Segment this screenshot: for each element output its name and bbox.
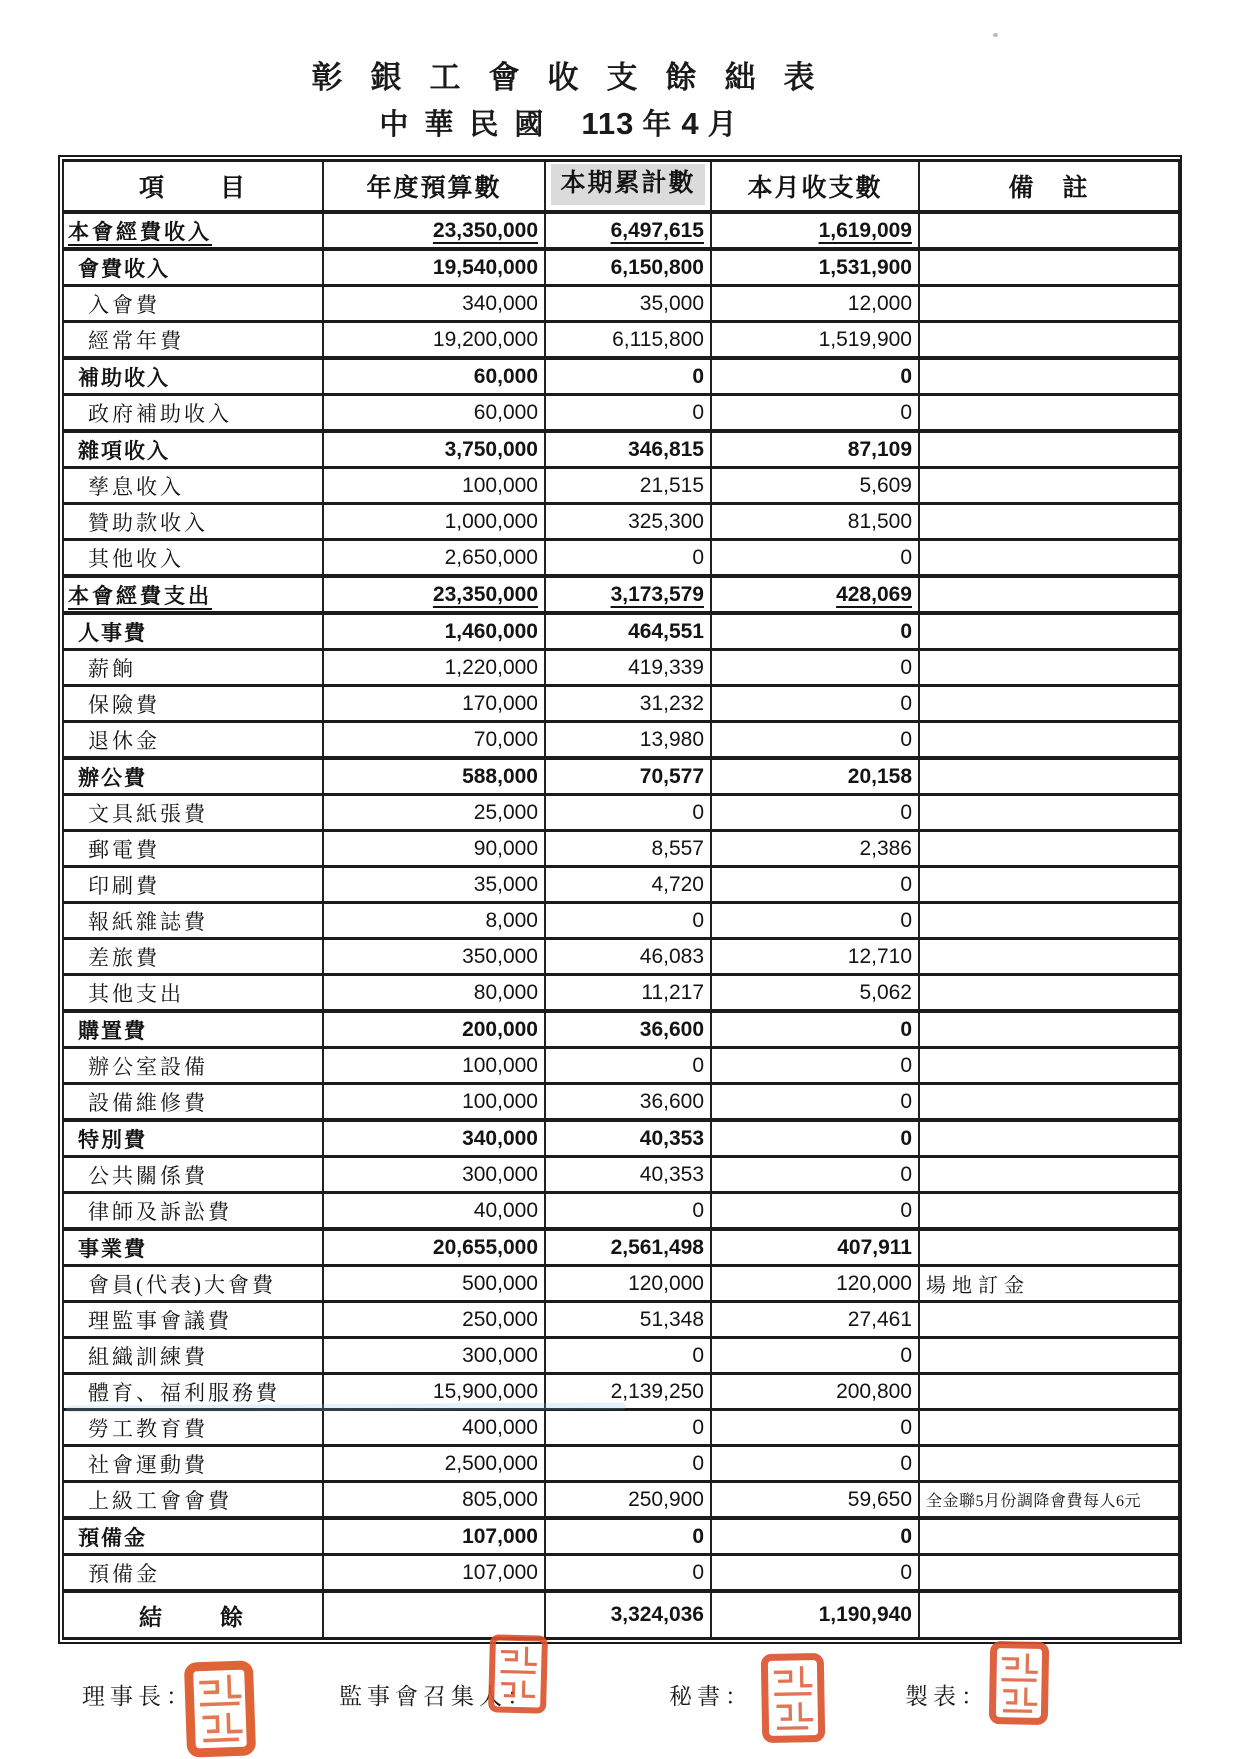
row-label: 理監事會議費 xyxy=(63,1302,323,1338)
preparer-seal-stamp xyxy=(987,1639,1050,1726)
remark-cell xyxy=(919,358,1179,395)
row-label: 經常年費 xyxy=(63,322,323,359)
budget-cell: 60,000 xyxy=(323,358,545,395)
secretary-seal-stamp xyxy=(759,1651,827,1744)
remark-cell xyxy=(919,722,1179,759)
row-label: 勞工教育費 xyxy=(63,1410,323,1446)
remark-cell xyxy=(919,504,1179,540)
row-label: 辦公室設備 xyxy=(63,1048,323,1084)
monthly-cell: 0 xyxy=(711,1011,919,1048)
budget-cell: 35,000 xyxy=(323,867,545,903)
column-header-item: 項 目 xyxy=(63,161,323,213)
table-row xyxy=(63,1446,1179,1482)
budget-cell: 20,655,000 xyxy=(323,1229,545,1266)
table-row xyxy=(63,1302,1179,1338)
table-row xyxy=(63,1555,1179,1592)
subtitle-month-unit: 月 xyxy=(707,109,737,141)
table-row xyxy=(63,395,1179,432)
monthly-cell: 0 xyxy=(711,1446,919,1482)
cumulative-cell: 40,353 xyxy=(545,1157,711,1193)
cumulative-cell: 4,720 xyxy=(545,867,711,903)
row-label: 人事費 xyxy=(63,613,323,650)
monthly-cell: 120,000 xyxy=(711,1266,919,1302)
row-label: 特別費 xyxy=(63,1120,323,1157)
monthly-cell: 1,619,009 xyxy=(711,212,919,249)
row-label: 預備金 xyxy=(63,1555,323,1592)
table-row xyxy=(63,286,1179,322)
budget-cell: 15,900,000 xyxy=(323,1374,545,1410)
monthly-cell: 407,911 xyxy=(711,1229,919,1266)
cumulative-cell: 36,600 xyxy=(545,1011,711,1048)
table-row xyxy=(63,650,1179,686)
row-label: 其他支出 xyxy=(63,975,323,1012)
subtitle-year: 113 xyxy=(581,106,635,141)
budget-cell: 40,000 xyxy=(323,1193,545,1230)
budget-cell: 200,000 xyxy=(323,1011,545,1048)
budget-cell: 19,200,000 xyxy=(323,322,545,359)
budget-cell: 300,000 xyxy=(323,1338,545,1374)
row-label: 補助收入 xyxy=(63,358,323,395)
table-row xyxy=(63,831,1179,867)
monthly-cell: 27,461 xyxy=(711,1302,919,1338)
remark-cell xyxy=(919,468,1179,504)
row-label: 律師及訴訟費 xyxy=(63,1193,323,1230)
table-row xyxy=(63,1591,1179,1639)
table-row xyxy=(63,939,1179,975)
budget-cell: 23,350,000 xyxy=(323,212,545,249)
cumulative-cell: 0 xyxy=(545,540,711,577)
budget-cell: 107,000 xyxy=(323,1555,545,1592)
table-row xyxy=(63,613,1179,650)
table-row xyxy=(63,576,1179,613)
table-row xyxy=(63,1193,1179,1230)
budget-cell: 60,000 xyxy=(323,395,545,432)
cumulative-cell: 13,980 xyxy=(545,722,711,759)
row-label: 本會經費支出 xyxy=(63,576,323,613)
page-title: 彰銀工會收支餘絀表 xyxy=(311,60,843,95)
table-row xyxy=(63,795,1179,831)
row-label: 其他收入 xyxy=(63,540,323,577)
scan-artifact-speck xyxy=(993,33,998,37)
cumulative-cell: 11,217 xyxy=(545,975,711,1012)
table-row xyxy=(63,431,1179,468)
budget-cell: 340,000 xyxy=(323,1120,545,1157)
cumulative-cell: 120,000 xyxy=(545,1266,711,1302)
monthly-cell: 0 xyxy=(711,395,919,432)
table-row xyxy=(63,758,1179,795)
row-label: 本會經費收入 xyxy=(63,212,323,249)
monthly-cell: 0 xyxy=(711,1338,919,1374)
cumulative-cell: 46,083 xyxy=(545,939,711,975)
remark-cell xyxy=(919,613,1179,650)
remark-cell xyxy=(919,1120,1179,1157)
table-row xyxy=(63,1120,1179,1157)
row-label: 社會運動費 xyxy=(63,1446,323,1482)
row-label: 退休金 xyxy=(63,722,323,759)
row-label: 預備金 xyxy=(63,1518,323,1555)
budget-cell: 805,000 xyxy=(323,1482,545,1519)
row-label: 政府補助收入 xyxy=(63,395,323,432)
cumulative-cell: 35,000 xyxy=(545,286,711,322)
cumulative-cell: 0 xyxy=(545,1518,711,1555)
monthly-cell: 0 xyxy=(711,867,919,903)
table-row xyxy=(63,722,1179,759)
budget-cell: 8,000 xyxy=(323,903,545,939)
monthly-cell: 200,800 xyxy=(711,1374,919,1410)
cumulative-cell: 31,232 xyxy=(545,686,711,722)
statement-table xyxy=(58,155,1182,1644)
cumulative-cell: 2,139,250 xyxy=(545,1374,711,1410)
budget-cell: 300,000 xyxy=(323,1157,545,1193)
budget-cell xyxy=(323,1591,545,1639)
budget-cell: 500,000 xyxy=(323,1266,545,1302)
table-row xyxy=(63,322,1179,359)
row-label: 薪餉 xyxy=(63,650,323,686)
cumulative-cell: 464,551 xyxy=(545,613,711,650)
chairman-seal-stamp xyxy=(182,1659,257,1759)
row-label: 贊助款收入 xyxy=(63,504,323,540)
remark-cell xyxy=(919,1518,1179,1555)
remark-cell xyxy=(919,975,1179,1012)
cumulative-cell: 36,600 xyxy=(545,1084,711,1121)
row-label: 郵電費 xyxy=(63,831,323,867)
row-label: 雜項收入 xyxy=(63,431,323,468)
table-row xyxy=(63,1084,1179,1121)
budget-cell: 3,750,000 xyxy=(323,431,545,468)
budget-cell: 2,500,000 xyxy=(323,1446,545,1482)
remark-cell xyxy=(919,1084,1179,1121)
budget-cell: 19,540,000 xyxy=(323,249,545,286)
table-row xyxy=(63,540,1179,577)
monthly-cell: 0 xyxy=(711,722,919,759)
monthly-cell: 0 xyxy=(711,1410,919,1446)
remark-cell xyxy=(919,1302,1179,1338)
cumulative-cell: 3,324,036 xyxy=(545,1591,711,1639)
cumulative-cell: 325,300 xyxy=(545,504,711,540)
column-header-remark: 備 註 xyxy=(919,161,1179,213)
cumulative-cell: 419,339 xyxy=(545,650,711,686)
remark-cell xyxy=(919,576,1179,613)
budget-cell: 170,000 xyxy=(323,686,545,722)
row-label: 結 餘 xyxy=(63,1591,323,1639)
cumulative-cell: 0 xyxy=(545,903,711,939)
remark-cell xyxy=(919,286,1179,322)
row-label: 報紙雜誌費 xyxy=(63,903,323,939)
monthly-cell: 0 xyxy=(711,1157,919,1193)
table-row xyxy=(63,1482,1179,1519)
cumulative-cell: 6,497,615 xyxy=(545,212,711,249)
table-row xyxy=(63,975,1179,1012)
cumulative-cell: 21,515 xyxy=(545,468,711,504)
monthly-cell: 20,158 xyxy=(711,758,919,795)
remark-cell xyxy=(919,758,1179,795)
monthly-cell: 0 xyxy=(711,1120,919,1157)
remark-cell xyxy=(919,831,1179,867)
header-row xyxy=(63,161,1179,213)
table-row xyxy=(63,249,1179,286)
table-row xyxy=(63,903,1179,939)
table-row xyxy=(63,1157,1179,1193)
remark-cell xyxy=(919,1193,1179,1230)
budget-cell: 2,650,000 xyxy=(323,540,545,577)
budget-cell: 588,000 xyxy=(323,758,545,795)
supervisor-convener-seal-stamp xyxy=(487,1633,549,1715)
monthly-cell: 87,109 xyxy=(711,431,919,468)
monthly-cell: 5,062 xyxy=(711,975,919,1012)
cumulative-cell: 0 xyxy=(545,1555,711,1592)
cumulative-cell: 0 xyxy=(545,1193,711,1230)
remark-cell xyxy=(919,1410,1179,1446)
row-label: 購置費 xyxy=(63,1011,323,1048)
table-row xyxy=(63,686,1179,722)
monthly-cell: 0 xyxy=(711,1193,919,1230)
remark-cell xyxy=(919,1374,1179,1410)
preparer-label: 製表： xyxy=(905,1684,989,1709)
table-row xyxy=(63,1410,1179,1446)
monthly-cell: 428,069 xyxy=(711,576,919,613)
budget-cell: 350,000 xyxy=(323,939,545,975)
budget-cell: 1,460,000 xyxy=(323,613,545,650)
remark-cell xyxy=(919,431,1179,468)
remark-cell xyxy=(919,395,1179,432)
subtitle-month: 4 xyxy=(681,106,700,141)
cumulative-cell: 8,557 xyxy=(545,831,711,867)
budget-cell: 250,000 xyxy=(323,1302,545,1338)
monthly-cell: 0 xyxy=(711,1084,919,1121)
row-label: 印刷費 xyxy=(63,867,323,903)
monthly-cell: 2,386 xyxy=(711,831,919,867)
monthly-cell: 0 xyxy=(711,1518,919,1555)
table-row xyxy=(63,1229,1179,1266)
table-row xyxy=(63,504,1179,540)
remark-cell: 全金聯5月份調降會費每人6元 xyxy=(919,1482,1179,1519)
monthly-cell: 0 xyxy=(711,1555,919,1592)
row-label: 事業費 xyxy=(63,1229,323,1266)
cumulative-cell: 0 xyxy=(545,1048,711,1084)
remark-cell xyxy=(919,1591,1179,1639)
budget-cell: 100,000 xyxy=(323,1048,545,1084)
monthly-cell: 0 xyxy=(711,540,919,577)
remark-cell xyxy=(919,903,1179,939)
cumulative-cell: 70,577 xyxy=(545,758,711,795)
monthly-cell: 5,609 xyxy=(711,468,919,504)
monthly-cell: 59,650 xyxy=(711,1482,919,1519)
budget-cell: 70,000 xyxy=(323,722,545,759)
budget-cell: 23,350,000 xyxy=(323,576,545,613)
cumulative-cell: 0 xyxy=(545,1410,711,1446)
subtitle-year-unit: 年 xyxy=(642,109,672,141)
cumulative-cell: 0 xyxy=(545,795,711,831)
monthly-cell: 0 xyxy=(711,795,919,831)
income-expenditure-table xyxy=(62,159,1180,1640)
monthly-cell: 0 xyxy=(711,903,919,939)
cumulative-cell: 346,815 xyxy=(545,431,711,468)
row-label: 會員(代表)大會費 xyxy=(63,1266,323,1302)
cumulative-cell: 6,150,800 xyxy=(545,249,711,286)
cumulative-cell: 0 xyxy=(545,395,711,432)
table-row xyxy=(63,1048,1179,1084)
budget-cell: 80,000 xyxy=(323,975,545,1012)
table-row xyxy=(63,358,1179,395)
table-row xyxy=(63,1338,1179,1374)
cumulative-cell: 250,900 xyxy=(545,1482,711,1519)
cumulative-cell: 0 xyxy=(545,1338,711,1374)
monthly-cell: 1,190,940 xyxy=(711,1591,919,1639)
budget-cell: 400,000 xyxy=(323,1410,545,1446)
cumulative-cell: 6,115,800 xyxy=(545,322,711,359)
cumulative-cell: 40,353 xyxy=(545,1120,711,1157)
secretary-label: 秘書： xyxy=(669,1684,753,1709)
table-row xyxy=(63,468,1179,504)
monthly-cell: 0 xyxy=(711,358,919,395)
budget-cell: 100,000 xyxy=(323,468,545,504)
row-label: 辦公費 xyxy=(63,758,323,795)
budget-cell: 90,000 xyxy=(323,831,545,867)
cumulative-cell: 51,348 xyxy=(545,1302,711,1338)
table-row xyxy=(63,867,1179,903)
remark-cell xyxy=(919,1555,1179,1592)
cumulative-cell: 0 xyxy=(545,358,711,395)
remark-cell xyxy=(919,939,1179,975)
cumulative-cell: 3,173,579 xyxy=(545,576,711,613)
budget-cell: 100,000 xyxy=(323,1084,545,1121)
remark-cell xyxy=(919,686,1179,722)
monthly-cell: 12,000 xyxy=(711,286,919,322)
monthly-cell: 1,531,900 xyxy=(711,249,919,286)
row-label: 設備維修費 xyxy=(63,1084,323,1121)
budget-cell: 1,220,000 xyxy=(323,650,545,686)
monthly-cell: 12,710 xyxy=(711,939,919,975)
monthly-cell: 0 xyxy=(711,1048,919,1084)
remark-cell: 場地訂金 xyxy=(919,1266,1179,1302)
remark-cell xyxy=(919,249,1179,286)
column-header-cumulative xyxy=(545,161,711,213)
row-label: 公共關係費 xyxy=(63,1157,323,1193)
subtitle-era: 中華民國 xyxy=(379,109,560,141)
table-row xyxy=(63,1266,1179,1302)
table-row xyxy=(63,1518,1179,1555)
table-row xyxy=(63,1011,1179,1048)
row-label: 組織訓練費 xyxy=(63,1338,323,1374)
highlighted-header: 本期累計數 xyxy=(551,164,704,205)
remark-cell xyxy=(919,212,1179,249)
budget-cell: 107,000 xyxy=(323,1518,545,1555)
remark-cell xyxy=(919,1157,1179,1193)
monthly-cell: 0 xyxy=(711,686,919,722)
monthly-cell: 81,500 xyxy=(711,504,919,540)
remark-cell xyxy=(919,1048,1179,1084)
row-label: 會費收入 xyxy=(63,249,323,286)
remark-cell xyxy=(919,1011,1179,1048)
row-label: 上級工會會費 xyxy=(63,1482,323,1519)
remark-cell xyxy=(919,795,1179,831)
column-header-budget: 年度預算數 xyxy=(323,161,545,213)
remark-cell xyxy=(919,540,1179,577)
row-label: 差旅費 xyxy=(63,939,323,975)
remark-cell xyxy=(919,867,1179,903)
chairman-label: 理事長： xyxy=(82,1684,194,1709)
page-subtitle xyxy=(58,102,1068,143)
monthly-cell: 0 xyxy=(711,613,919,650)
budget-cell: 25,000 xyxy=(323,795,545,831)
remark-cell xyxy=(919,1446,1179,1482)
budget-cell: 340,000 xyxy=(323,286,545,322)
remark-cell xyxy=(919,1338,1179,1374)
monthly-cell: 0 xyxy=(711,650,919,686)
supervisor-convener-label: 監事會召集人： xyxy=(339,1684,535,1709)
row-label: 孳息收入 xyxy=(63,468,323,504)
monthly-cell: 1,519,900 xyxy=(711,322,919,359)
remark-cell xyxy=(919,322,1179,359)
remark-cell xyxy=(919,1229,1179,1266)
cumulative-cell: 2,561,498 xyxy=(545,1229,711,1266)
cumulative-cell: 0 xyxy=(545,1446,711,1482)
row-label: 體育、福利服務費 xyxy=(63,1374,323,1410)
row-label: 保險費 xyxy=(63,686,323,722)
budget-cell: 1,000,000 xyxy=(323,504,545,540)
table-row xyxy=(63,212,1179,249)
remark-cell xyxy=(919,650,1179,686)
row-label: 入會費 xyxy=(63,286,323,322)
row-label: 文具紙張費 xyxy=(63,795,323,831)
column-header-monthly: 本月收支數 xyxy=(711,161,919,213)
